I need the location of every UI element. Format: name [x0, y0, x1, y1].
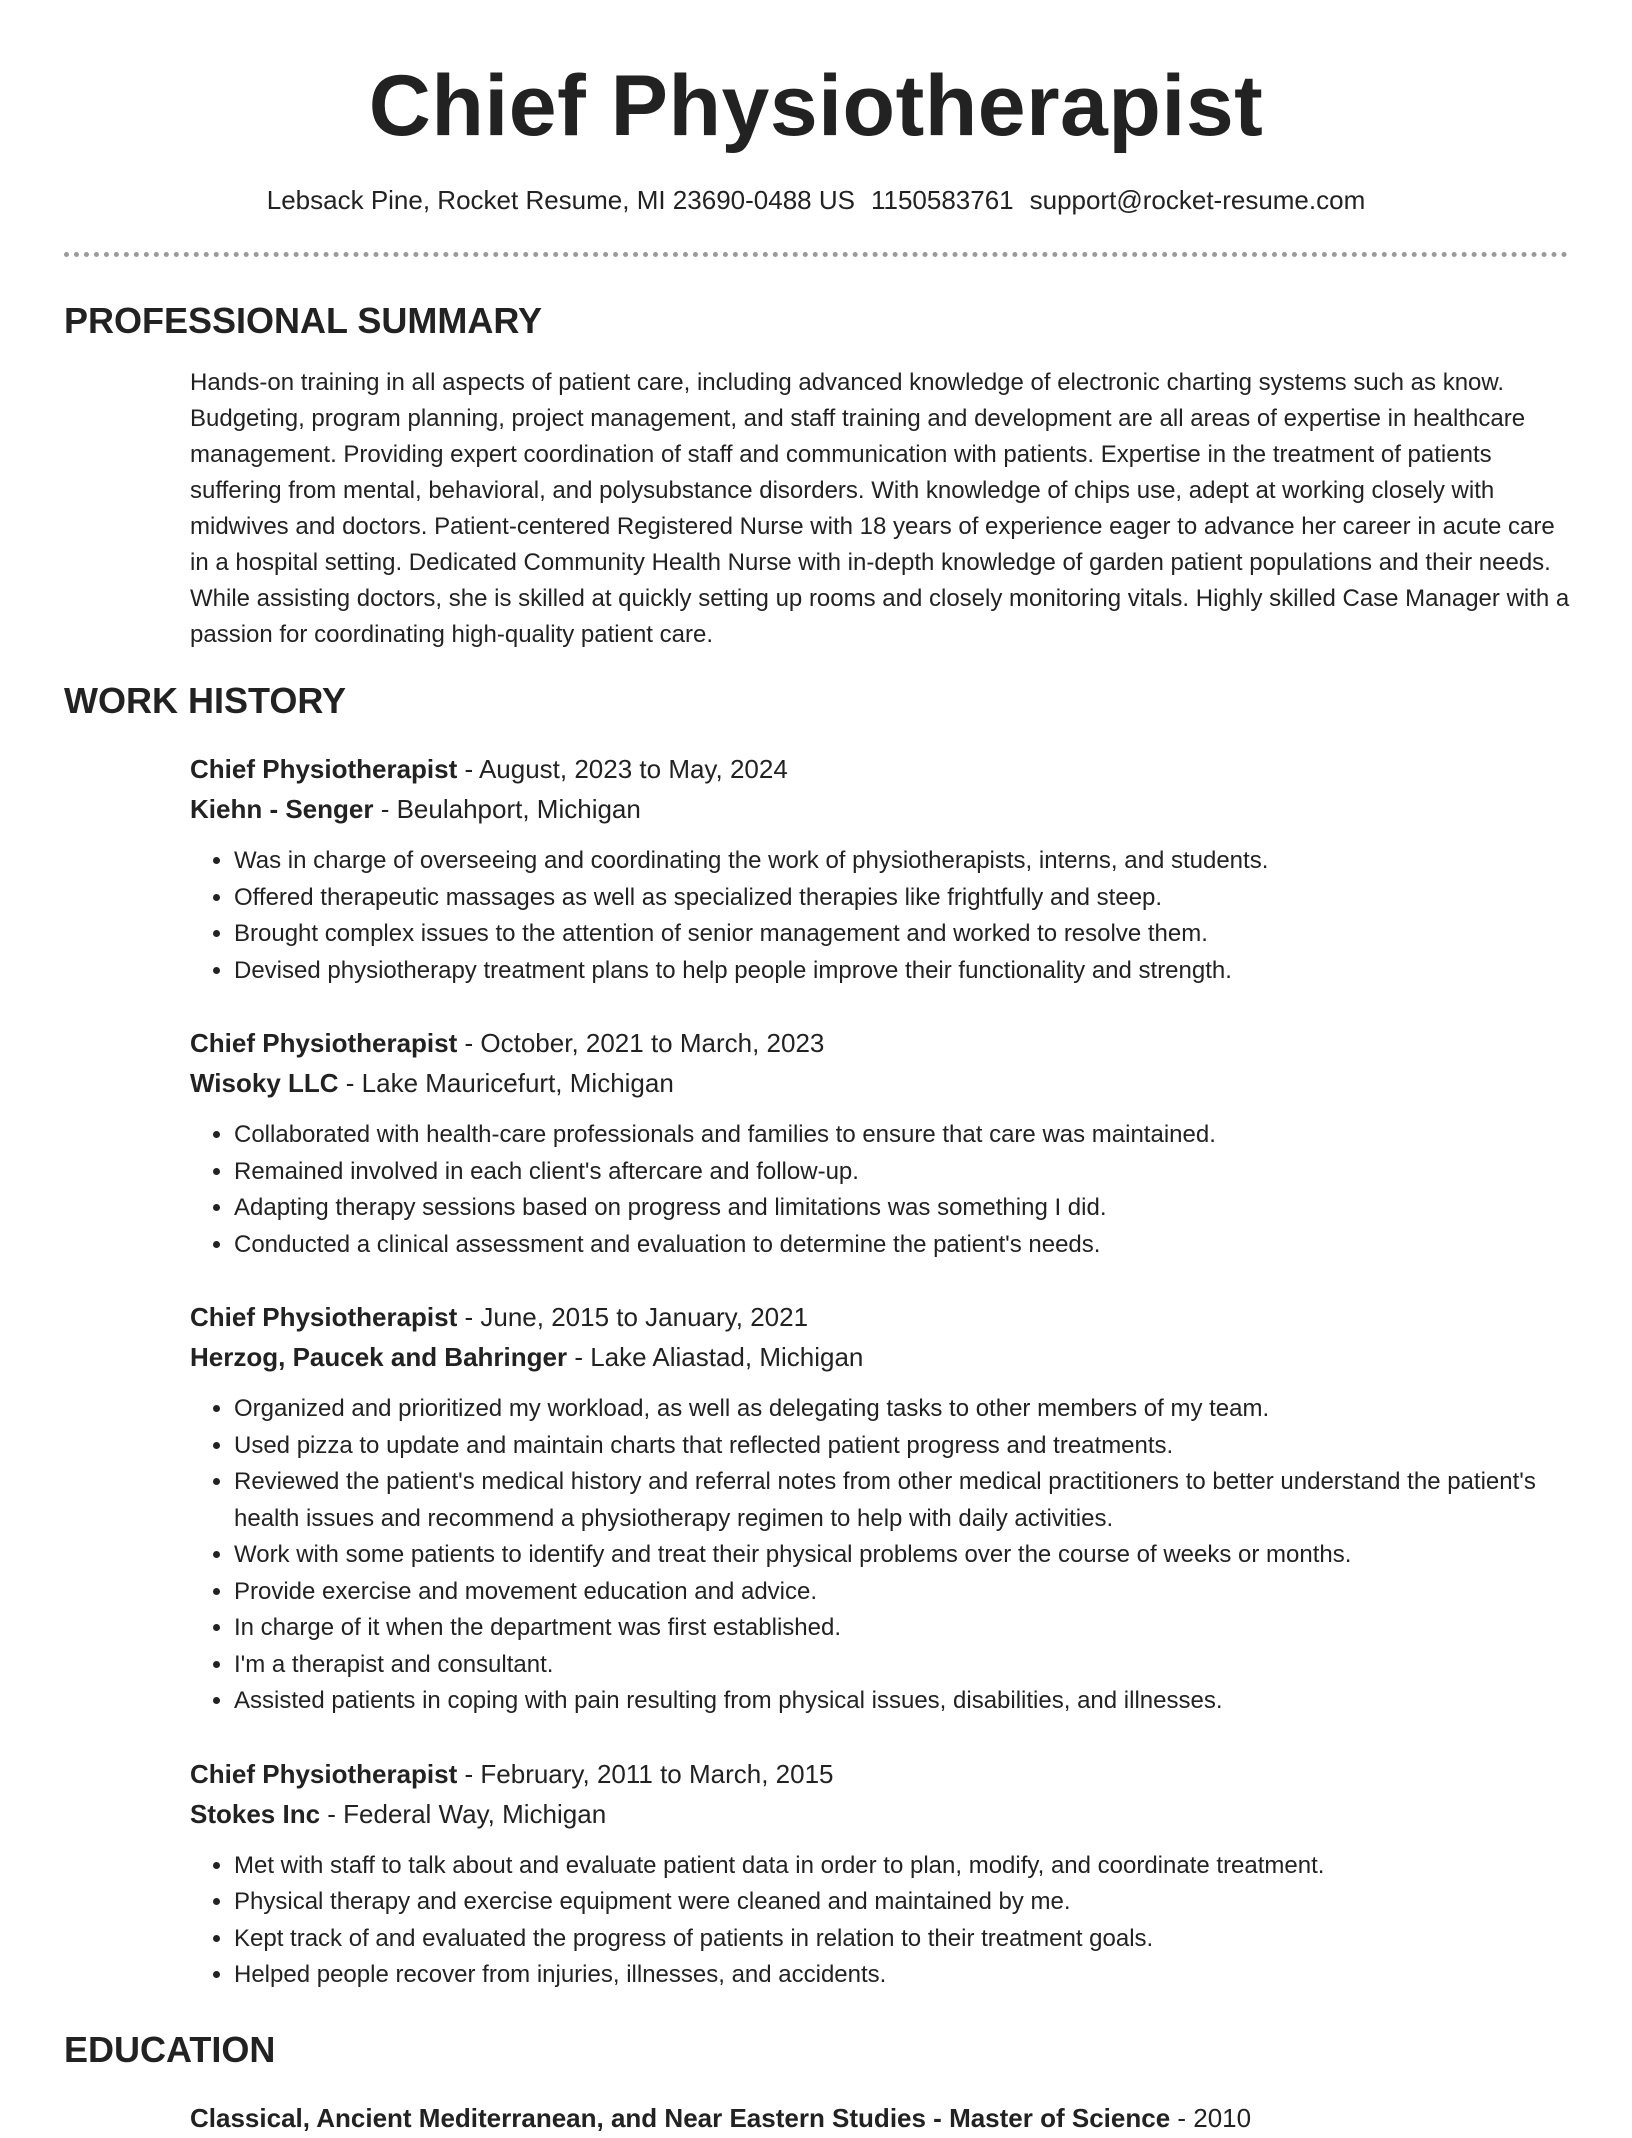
job-company-line [190, 1063, 1570, 1103]
education-degree: Classical, Ancient Mediterranean, and Near Eastern Studies - Master of Science [190, 2102, 1171, 2133]
job-bullet: • Offered therapeutic massages as well as specialized therapies like frightfully and steep. [234, 880, 1570, 917]
job-bullet: • Kept track of and evaluated the progress of patients in relation to their treatment goals. [234, 1921, 1570, 1958]
summary-text: Hands-on training in all aspects of patient care, including advanced knowledge of electronic charting systems such as know. Budgeting, program planning, project management, and staff training and development are all areas of expertise in healthcare management. Providing expert coordination of staff and communication with patients. Expertise in the treatment of patients suffering from mental, behavioral, and polysubstance disorders. With knowledge of chips use, adept at working closely with midwives and doctors. Patient-centered Registered Nurse with 18 years of experience eager to advance her career in acute care in a hospital setting. Dedicated Community Health Nurse with in-depth knowledge of garden patient populations and their needs. While assisting doctors, she is skilled at quickly setting up rooms and closely monitoring vitals. Highly skilled Case Manager with a passion for coordinating high-quality patient care. [190, 369, 1570, 648]
job-bullet: • In charge of it when the department was first established. [234, 1610, 1570, 1647]
job-location: - Lake Aliastad, Michigan [567, 1342, 864, 1372]
job-role: Chief Physiotherapist [190, 754, 458, 784]
job-entry [190, 1297, 1570, 1720]
job-company: Stokes Inc [190, 1798, 321, 1829]
contact-address: Lebsack Pine, Rocket Resume, MI 23690-0488 US [266, 185, 855, 215]
education-heading: EDUCATION [64, 2028, 276, 2070]
job-role: Chief Physiotherapist [190, 1028, 458, 1058]
job-bullet: • Used pizza to update and maintain charts that reflected patient progress and treatments. [234, 1428, 1570, 1465]
job-role-line [190, 1754, 1570, 1794]
work-history-heading: WORK HISTORY [64, 680, 347, 721]
education-year: - 2010 [1170, 2102, 1252, 2133]
job-bullet: • Devised physiotherapy treatment plans to help people improve their functionality and strength. [234, 953, 1570, 990]
job-bullet: • I'm a therapist and consultant. [234, 1647, 1570, 1684]
job-bullet: • Reviewed the patient's medical history and referral notes from other medical practitioners to better understand the patient's health issues and recommend a physiotherapy regimen to help with daily activities. [234, 1464, 1570, 1537]
job-dates: - October, 2021 to March, 2023 [457, 1028, 825, 1058]
job-company-line [190, 789, 1570, 829]
job-location: - Beulahport, Michigan [373, 794, 641, 824]
job-dates: - June, 2015 to January, 2021 [457, 1302, 809, 1332]
job-role: Chief Physiotherapist [190, 1758, 458, 1789]
contact-line [0, 182, 1632, 218]
job-bullet: • Collaborated with health-care professionals and families to ensure that care was maintained. [234, 1117, 1570, 1154]
job-location: - Lake Mauricefurt, Michigan [338, 1068, 674, 1098]
job-bullet: • Helped people recover from injuries, illnesses, and accidents. [234, 1957, 1570, 1994]
job-entry [190, 749, 1570, 989]
summary-heading: PROFESSIONAL SUMMARY [64, 300, 543, 341]
candidate-title: Chief Physiotherapist [368, 58, 1264, 154]
job-role: Chief Physiotherapist [190, 1302, 458, 1332]
education-entry [190, 2098, 1570, 2138]
header-divider [64, 252, 1568, 257]
job-bullet: • Conducted a clinical assessment and evaluation to determine the patient's needs. [234, 1227, 1570, 1264]
contact-email: support@rocket-resume.com [1029, 185, 1366, 215]
job-bullet: • Remained involved in each client's aftercare and follow-up. [234, 1154, 1570, 1191]
job-bullet: • Physical therapy and exercise equipment were cleaned and maintained by me. [234, 1884, 1570, 1921]
job-bullet: • Brought complex issues to the attention of senior management and worked to resolve them. [234, 916, 1570, 953]
job-company: Herzog, Paucek and Bahringer [190, 1342, 568, 1372]
job-entry [190, 1023, 1570, 1263]
job-bullet: • Organized and prioritized my workload, as well as delegating tasks to other members of my team. [234, 1391, 1570, 1428]
job-entry [190, 1754, 1570, 1994]
job-company: Kiehn - Senger [190, 794, 374, 824]
resume-header [0, 0, 1632, 218]
job-bullet: • Adapting therapy sessions based on progress and limitations was something I did. [234, 1190, 1570, 1227]
job-role-line [190, 1297, 1570, 1337]
job-bullet: • Met with staff to talk about and evaluate patient data in order to plan, modify, and coordinate treatment. [234, 1848, 1570, 1885]
job-bullet: • Was in charge of overseeing and coordinating the work of physiotherapists, interns, and students. [234, 843, 1570, 880]
job-role-line [190, 749, 1570, 789]
job-company: Wisoky LLC [190, 1068, 339, 1098]
job-company-line [190, 1794, 1570, 1834]
job-company-line [190, 1337, 1570, 1377]
job-dates: - February, 2011 to March, 2015 [457, 1758, 834, 1789]
job-bullets [190, 1848, 1570, 1994]
job-bullet: • Assisted patients in coping with pain resulting from physical issues, disabilities, and illnesses. [234, 1683, 1570, 1720]
job-bullet: • Provide exercise and movement education and advice. [234, 1574, 1570, 1611]
job-bullets [190, 843, 1570, 989]
contact-phone: 1150583761 [870, 185, 1014, 215]
job-bullets [190, 1117, 1570, 1263]
job-role-line [190, 1023, 1570, 1063]
job-bullet: • Work with some patients to identify and treat their physical problems over the course of weeks or months. [234, 1537, 1570, 1574]
job-location: - Federal Way, Michigan [320, 1798, 607, 1829]
job-list [190, 749, 1570, 1994]
job-dates: - August, 2023 to May, 2024 [457, 754, 788, 784]
job-bullets [190, 1391, 1570, 1720]
